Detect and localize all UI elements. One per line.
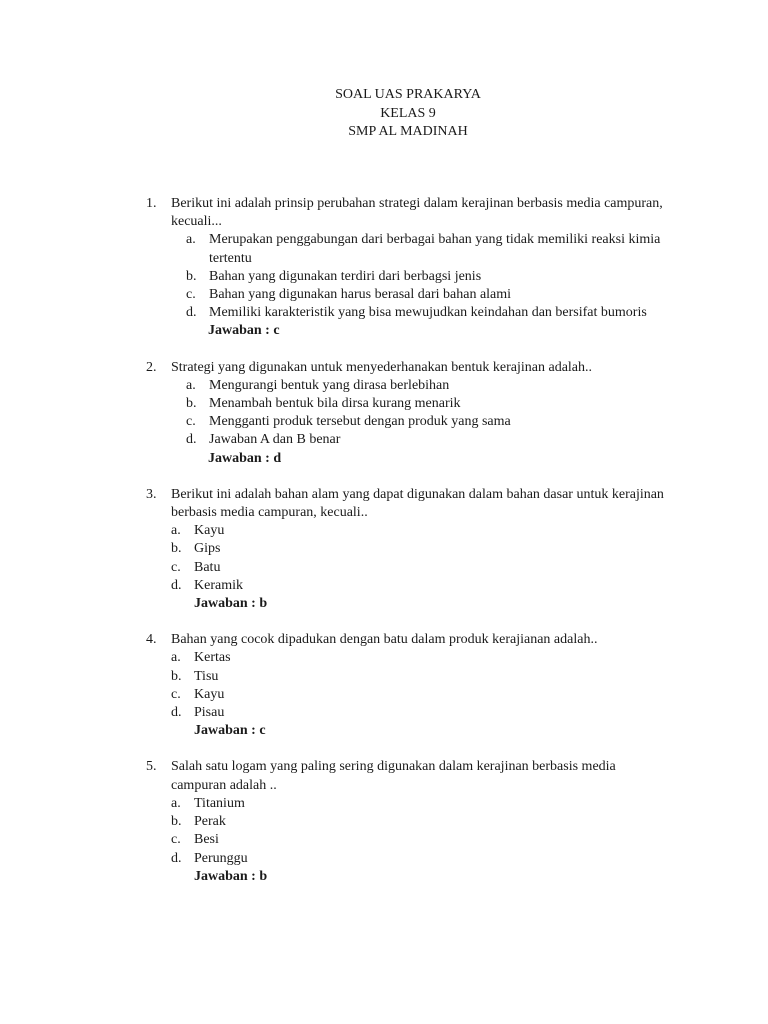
question-text: Bahan yang cocok dipadukan dengan batu dalam produk kerajianan adalah.. <box>171 632 598 648</box>
option-item <box>0 559 768 577</box>
option-text: Gips <box>194 541 221 557</box>
answer-key: Jawaban : d <box>208 450 282 466</box>
question-text: Strategi yang digunakan untuk menyederhanakan bentuk kerajinan adalah.. <box>171 359 593 375</box>
option-item <box>0 686 768 704</box>
option-text: Pisau <box>194 705 225 721</box>
option-text: Menambah bentuk bila dirsa kurang menarik <box>209 396 461 412</box>
question-number: 1. <box>146 196 157 211</box>
question-item <box>0 359 768 468</box>
option-letter: a. <box>171 650 181 666</box>
option-item <box>0 231 768 267</box>
option-letter: d. <box>186 305 197 321</box>
option-text: Memiliki karakteristik yang bisa mewujudkan keindahan dan bersifat bumoris <box>209 305 647 321</box>
option-letter: d. <box>171 577 182 593</box>
option-item <box>0 431 768 449</box>
option-letter: c. <box>186 287 196 303</box>
option-text: Kayu <box>194 523 225 539</box>
option-item <box>0 649 768 667</box>
option-list <box>0 795 768 868</box>
option-text: Perunggu <box>194 850 248 866</box>
option-item <box>0 795 768 813</box>
question-number: 3. <box>146 486 157 502</box>
question-text: Berikut ini adalah bahan alam yang dapat digunakan dalam bahan dasar untuk kerajinan berbasis media campuran, kecuali.. <box>171 486 664 521</box>
question-number: 5. <box>146 759 157 775</box>
question-item <box>0 195 768 341</box>
question-item <box>0 758 768 885</box>
option-letter: a. <box>171 795 181 811</box>
option-item <box>0 286 768 304</box>
option-letter: b. <box>186 396 197 412</box>
option-letter: c. <box>171 686 181 702</box>
option-text: Titanium <box>194 795 245 811</box>
option-letter: d. <box>186 432 197 448</box>
answer-key: Jawaban : c <box>208 323 280 339</box>
option-list <box>0 649 768 722</box>
option-letter: a. <box>171 523 181 539</box>
option-letter: b. <box>171 814 182 830</box>
option-letter: a. <box>186 377 196 393</box>
answer-key: Jawaban : b <box>194 596 268 612</box>
option-text: Bahan yang digunakan harus berasal dari bahan alami <box>209 287 512 303</box>
question-number: 4. <box>146 632 157 648</box>
option-item <box>0 668 768 686</box>
option-text: Mengganti produk tersebut dengan produk yang sama <box>209 414 511 430</box>
option-item <box>0 540 768 558</box>
option-item <box>0 831 768 849</box>
question-item <box>0 486 768 613</box>
option-letter: c. <box>171 832 181 848</box>
option-text: Tisu <box>194 668 219 684</box>
option-item <box>0 268 768 286</box>
question-number: 2. <box>146 359 157 375</box>
option-text: Merupakan penggabungan dari berbagai bahan yang tidak memiliki reaksi kimia tertentu <box>209 232 661 266</box>
option-text: Kayu <box>194 686 225 702</box>
option-letter: b. <box>171 541 182 557</box>
option-item <box>0 377 768 395</box>
option-item <box>0 304 768 322</box>
option-text: Mengurangi bentuk yang dirasa berlebihan <box>209 377 450 393</box>
question-text: Berikut ini adalah prinsip perubahan strategi dalam kerajinan berbasis media campuran, kecuali... <box>171 196 663 230</box>
option-item <box>0 813 768 831</box>
option-text: Bahan yang digunakan terdiri dari berbagsi jenis <box>209 268 482 284</box>
header-school: SMP AL MADINAH <box>348 124 468 139</box>
header-class: KELAS 9 <box>380 105 436 121</box>
option-item <box>0 413 768 431</box>
option-list <box>0 522 768 595</box>
option-letter: b. <box>186 268 197 284</box>
option-letter: d. <box>171 850 182 866</box>
option-letter: d. <box>171 705 182 721</box>
option-text: Besi <box>194 832 219 848</box>
option-letter: b. <box>171 668 182 684</box>
option-letter: a. <box>186 232 196 248</box>
question-text: Salah satu logam yang paling sering digunakan dalam kerajinan berbasis media campuran adalah .. <box>171 759 616 793</box>
answer-key: Jawaban : b <box>194 868 268 884</box>
option-text: Kertas <box>194 650 231 666</box>
option-item <box>0 850 768 868</box>
answer-key: Jawaban : c <box>194 723 266 739</box>
option-letter: c. <box>186 414 196 430</box>
option-text: Jawaban A dan B benar <box>209 432 341 448</box>
option-item <box>0 395 768 413</box>
option-list <box>0 231 768 322</box>
document-header <box>0 86 768 142</box>
header-title: SOAL UAS PRAKARYA <box>335 87 481 102</box>
option-item <box>0 704 768 722</box>
option-letter: c. <box>171 559 181 575</box>
question-item <box>0 631 768 740</box>
option-list <box>0 377 768 450</box>
option-text: Keramik <box>194 577 243 593</box>
option-item <box>0 522 768 540</box>
option-item <box>0 577 768 595</box>
option-text: Batu <box>194 559 221 575</box>
question-list <box>0 195 768 904</box>
option-text: Perak <box>194 814 226 830</box>
